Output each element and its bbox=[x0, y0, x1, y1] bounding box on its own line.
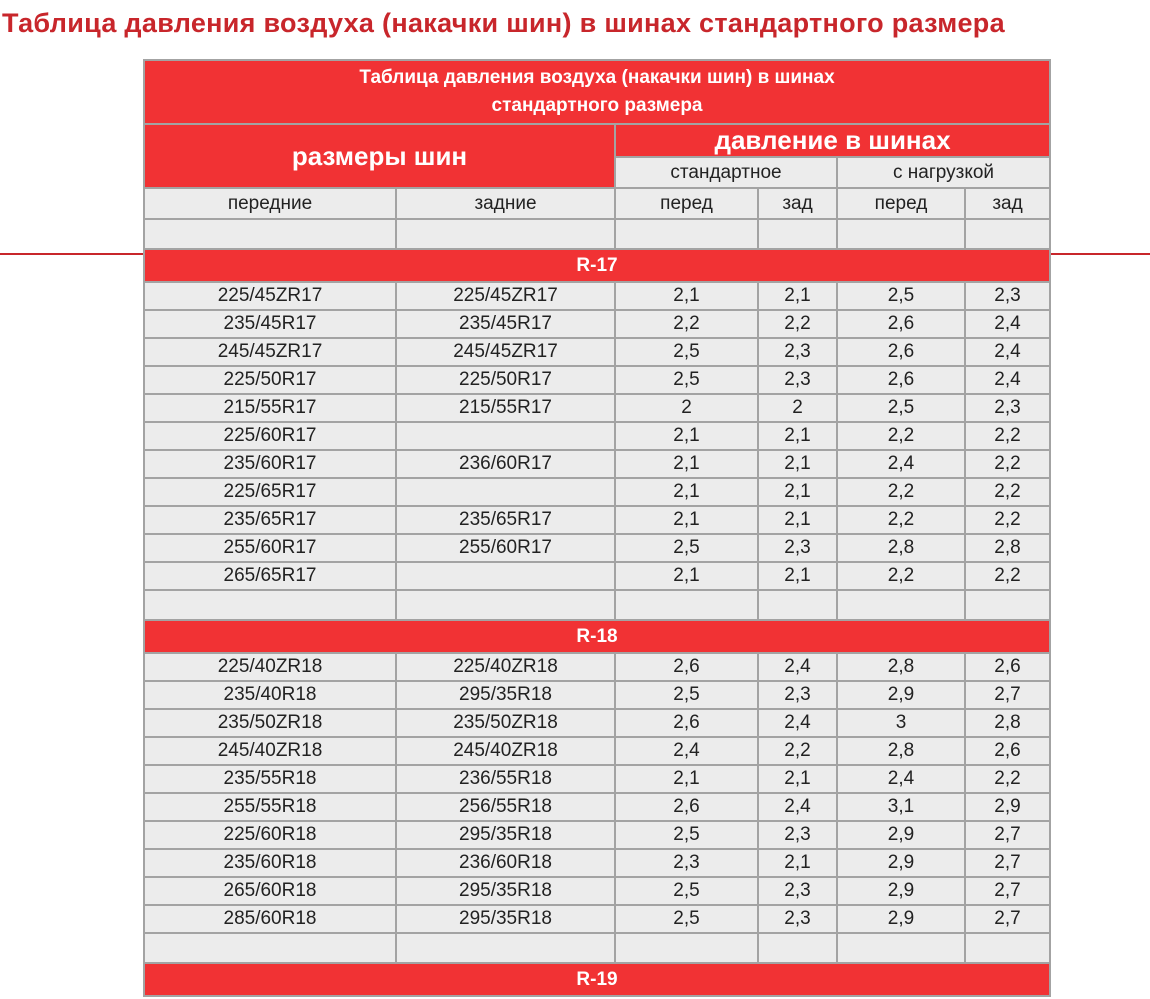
table-cell: 2,4 bbox=[965, 310, 1050, 338]
table-cell: 2,5 bbox=[615, 366, 758, 394]
table-cell: 2,3 bbox=[615, 849, 758, 877]
page-title: Таблица давления воздуха (накачки шин) в шинах стандартного размера bbox=[2, 8, 1005, 38]
table-cell: 2,9 bbox=[837, 905, 965, 933]
table-cell: 2,6 bbox=[965, 737, 1050, 765]
table-cell: 2,6 bbox=[837, 366, 965, 394]
table-cell: 2,5 bbox=[615, 338, 758, 366]
table-cell: 2,1 bbox=[615, 478, 758, 506]
table-cell: 2,9 bbox=[965, 793, 1050, 821]
table-cell: 2,4 bbox=[615, 737, 758, 765]
table-cell: 2,3 bbox=[965, 282, 1050, 310]
table-cell: 2,2 bbox=[837, 478, 965, 506]
table-cell: 245/45ZR17 bbox=[396, 338, 615, 366]
table-row bbox=[144, 506, 1050, 534]
section-row bbox=[144, 620, 1050, 653]
table-cell: 225/40ZR18 bbox=[396, 653, 615, 681]
table-cell: 225/45ZR17 bbox=[396, 282, 615, 310]
table-cell: 2,5 bbox=[837, 282, 965, 310]
table-body bbox=[144, 60, 1050, 996]
table-cell: 2,1 bbox=[758, 506, 837, 534]
table-cell: 295/35R18 bbox=[396, 821, 615, 849]
table-cell: 2,2 bbox=[615, 310, 758, 338]
table-row bbox=[144, 534, 1050, 562]
table-row bbox=[144, 366, 1050, 394]
table-cell: 2,1 bbox=[615, 450, 758, 478]
table-cell: 235/60R17 bbox=[144, 450, 396, 478]
table-cell: 265/60R18 bbox=[144, 877, 396, 905]
table-cell: 2,7 bbox=[965, 849, 1050, 877]
table-cell: 2,3 bbox=[758, 877, 837, 905]
col-standard-front: перед bbox=[615, 188, 758, 219]
table-cell: 255/55R18 bbox=[144, 793, 396, 821]
table-cell: 2,4 bbox=[758, 709, 837, 737]
table-cell: 2,6 bbox=[615, 653, 758, 681]
table-cell: 235/50ZR18 bbox=[144, 709, 396, 737]
table-cell: 2,4 bbox=[758, 653, 837, 681]
table-cell: 256/55R18 bbox=[396, 793, 615, 821]
table-cell: 2,4 bbox=[965, 338, 1050, 366]
section-label: R-17 bbox=[144, 249, 1050, 282]
table-cell: 2 bbox=[615, 394, 758, 422]
col-front-tires: передние bbox=[144, 188, 396, 219]
table-row bbox=[144, 821, 1050, 849]
table-cell: 225/50R17 bbox=[396, 366, 615, 394]
table-cell: 225/65R17 bbox=[144, 478, 396, 506]
table-cell: 2,6 bbox=[965, 653, 1050, 681]
table-cell: 235/45R17 bbox=[144, 310, 396, 338]
table-cell: 2,8 bbox=[965, 534, 1050, 562]
table-cell: 225/40ZR18 bbox=[144, 653, 396, 681]
col-standard-rear: зад bbox=[758, 188, 837, 219]
table-row bbox=[144, 653, 1050, 681]
section-label: R-18 bbox=[144, 620, 1050, 653]
table-cell: 2,7 bbox=[965, 681, 1050, 709]
table-cell: 2,4 bbox=[965, 366, 1050, 394]
table-cell: 2,6 bbox=[615, 793, 758, 821]
table-cell: 2,2 bbox=[758, 310, 837, 338]
table-cell: 3 bbox=[837, 709, 965, 737]
table-cell: 236/60R17 bbox=[396, 450, 615, 478]
table-cell: 235/60R18 bbox=[144, 849, 396, 877]
table-cell: 236/55R18 bbox=[396, 765, 615, 793]
table-row bbox=[144, 877, 1050, 905]
table-cell: 2,2 bbox=[965, 478, 1050, 506]
table-cell: 265/65R17 bbox=[144, 562, 396, 590]
table-cell: 2,1 bbox=[758, 849, 837, 877]
table-cell bbox=[396, 562, 615, 590]
table-cell: 2,2 bbox=[837, 562, 965, 590]
table-cell: 2,3 bbox=[758, 534, 837, 562]
table-cell: 236/60R18 bbox=[396, 849, 615, 877]
table-row bbox=[144, 478, 1050, 506]
table-row bbox=[144, 905, 1050, 933]
table-cell: 225/50R17 bbox=[144, 366, 396, 394]
table-cell: 2,1 bbox=[758, 562, 837, 590]
blank-row bbox=[144, 590, 1050, 620]
table-row bbox=[144, 737, 1050, 765]
table-cell: 2,2 bbox=[965, 506, 1050, 534]
table-row bbox=[144, 394, 1050, 422]
table-row bbox=[144, 562, 1050, 590]
table-cell: 2,6 bbox=[615, 709, 758, 737]
table-cell: 2 bbox=[758, 394, 837, 422]
table-cell: 225/60R17 bbox=[144, 422, 396, 450]
table-cell: 235/65R17 bbox=[144, 506, 396, 534]
table-cell: 2,7 bbox=[965, 821, 1050, 849]
table-cell: 2,3 bbox=[758, 905, 837, 933]
loaded-header: с нагрузкой bbox=[837, 157, 1050, 188]
table-cell: 2,1 bbox=[758, 478, 837, 506]
table-cell: 2,2 bbox=[837, 506, 965, 534]
table-cell: 2,3 bbox=[758, 821, 837, 849]
table-cell: 225/45ZR17 bbox=[144, 282, 396, 310]
table-row bbox=[144, 310, 1050, 338]
header-row-columns bbox=[144, 188, 1050, 219]
table-cell: 245/40ZR18 bbox=[144, 737, 396, 765]
table-cell: 235/40R18 bbox=[144, 681, 396, 709]
table-cell: 235/45R17 bbox=[396, 310, 615, 338]
table-row bbox=[144, 282, 1050, 310]
table-row bbox=[144, 765, 1050, 793]
table-cell: 2,1 bbox=[758, 765, 837, 793]
table-cell: 2,1 bbox=[615, 282, 758, 310]
table-cell: 2,2 bbox=[758, 737, 837, 765]
table-cell: 235/55R18 bbox=[144, 765, 396, 793]
table-cell: 2,5 bbox=[615, 905, 758, 933]
blank-row bbox=[144, 219, 1050, 249]
table-title: Таблица давления воздуха (накачки шин) в шинах стандартного размера bbox=[144, 60, 1050, 124]
table-row bbox=[144, 849, 1050, 877]
table-cell: 2,5 bbox=[837, 394, 965, 422]
table-row bbox=[144, 338, 1050, 366]
standard-header: стандартное bbox=[615, 157, 837, 188]
table-cell: 2,4 bbox=[837, 765, 965, 793]
table-cell: 235/65R17 bbox=[396, 506, 615, 534]
table-cell: 2,9 bbox=[837, 849, 965, 877]
table-row bbox=[144, 793, 1050, 821]
table-cell: 2,5 bbox=[615, 681, 758, 709]
table-cell: 2,9 bbox=[837, 681, 965, 709]
pressure-header: давление в шинах bbox=[615, 124, 1050, 157]
section-row bbox=[144, 249, 1050, 282]
table-cell: 2,6 bbox=[837, 338, 965, 366]
table-cell: 215/55R17 bbox=[396, 394, 615, 422]
table-row bbox=[144, 709, 1050, 737]
table-cell: 295/35R18 bbox=[396, 905, 615, 933]
table-cell: 2,2 bbox=[965, 422, 1050, 450]
table-cell bbox=[396, 478, 615, 506]
table-cell: 295/35R18 bbox=[396, 877, 615, 905]
pressure-table-container bbox=[143, 59, 1049, 997]
col-rear-tires: задние bbox=[396, 188, 615, 219]
table-cell: 2,3 bbox=[758, 681, 837, 709]
table-cell: 2,7 bbox=[965, 877, 1050, 905]
table-cell: 2,3 bbox=[965, 394, 1050, 422]
table-cell: 2,6 bbox=[837, 310, 965, 338]
table-cell: 2,9 bbox=[837, 821, 965, 849]
table-cell: 2,5 bbox=[615, 821, 758, 849]
table-cell: 2,7 bbox=[965, 905, 1050, 933]
table-cell: 3,1 bbox=[837, 793, 965, 821]
table-cell: 2,8 bbox=[837, 534, 965, 562]
table-cell: 2,3 bbox=[758, 366, 837, 394]
table-cell: 2,1 bbox=[615, 562, 758, 590]
table-cell: 2,3 bbox=[758, 338, 837, 366]
table-cell: 2,2 bbox=[837, 422, 965, 450]
table-cell: 2,1 bbox=[615, 765, 758, 793]
table-cell: 2,1 bbox=[758, 422, 837, 450]
section-row bbox=[144, 963, 1050, 996]
table-cell: 225/60R18 bbox=[144, 821, 396, 849]
table-cell: 2,5 bbox=[615, 877, 758, 905]
table-cell: 2,1 bbox=[615, 506, 758, 534]
table-cell: 235/50ZR18 bbox=[396, 709, 615, 737]
table-cell: 2,1 bbox=[758, 450, 837, 478]
table-cell: 2,1 bbox=[615, 422, 758, 450]
sizes-header: размеры шин bbox=[144, 124, 615, 188]
table-cell: 2,8 bbox=[965, 709, 1050, 737]
table-cell: 2,2 bbox=[965, 765, 1050, 793]
table-cell: 255/60R17 bbox=[396, 534, 615, 562]
col-loaded-front: перед bbox=[837, 188, 965, 219]
col-loaded-rear: зад bbox=[965, 188, 1050, 219]
table-row bbox=[144, 422, 1050, 450]
table-cell: 285/60R18 bbox=[144, 905, 396, 933]
table-row bbox=[144, 450, 1050, 478]
table-cell: 2,9 bbox=[837, 877, 965, 905]
table-row bbox=[144, 681, 1050, 709]
table-cell: 2,2 bbox=[965, 562, 1050, 590]
table-cell: 2,8 bbox=[837, 653, 965, 681]
tire-pressure-table bbox=[143, 59, 1051, 997]
table-cell: 2,4 bbox=[837, 450, 965, 478]
table-cell: 2,2 bbox=[965, 450, 1050, 478]
table-cell: 215/55R17 bbox=[144, 394, 396, 422]
table-cell: 245/40ZR18 bbox=[396, 737, 615, 765]
table-cell: 2,1 bbox=[758, 282, 837, 310]
table-title-row bbox=[144, 60, 1050, 124]
blank-row bbox=[144, 933, 1050, 963]
table-cell bbox=[396, 422, 615, 450]
table-cell: 255/60R17 bbox=[144, 534, 396, 562]
table-cell: 2,5 bbox=[615, 534, 758, 562]
table-cell: 245/45ZR17 bbox=[144, 338, 396, 366]
header-row-groups bbox=[144, 124, 1050, 157]
section-label: R-19 bbox=[144, 963, 1050, 996]
table-cell: 295/35R18 bbox=[396, 681, 615, 709]
table-cell: 2,8 bbox=[837, 737, 965, 765]
table-cell: 2,4 bbox=[758, 793, 837, 821]
